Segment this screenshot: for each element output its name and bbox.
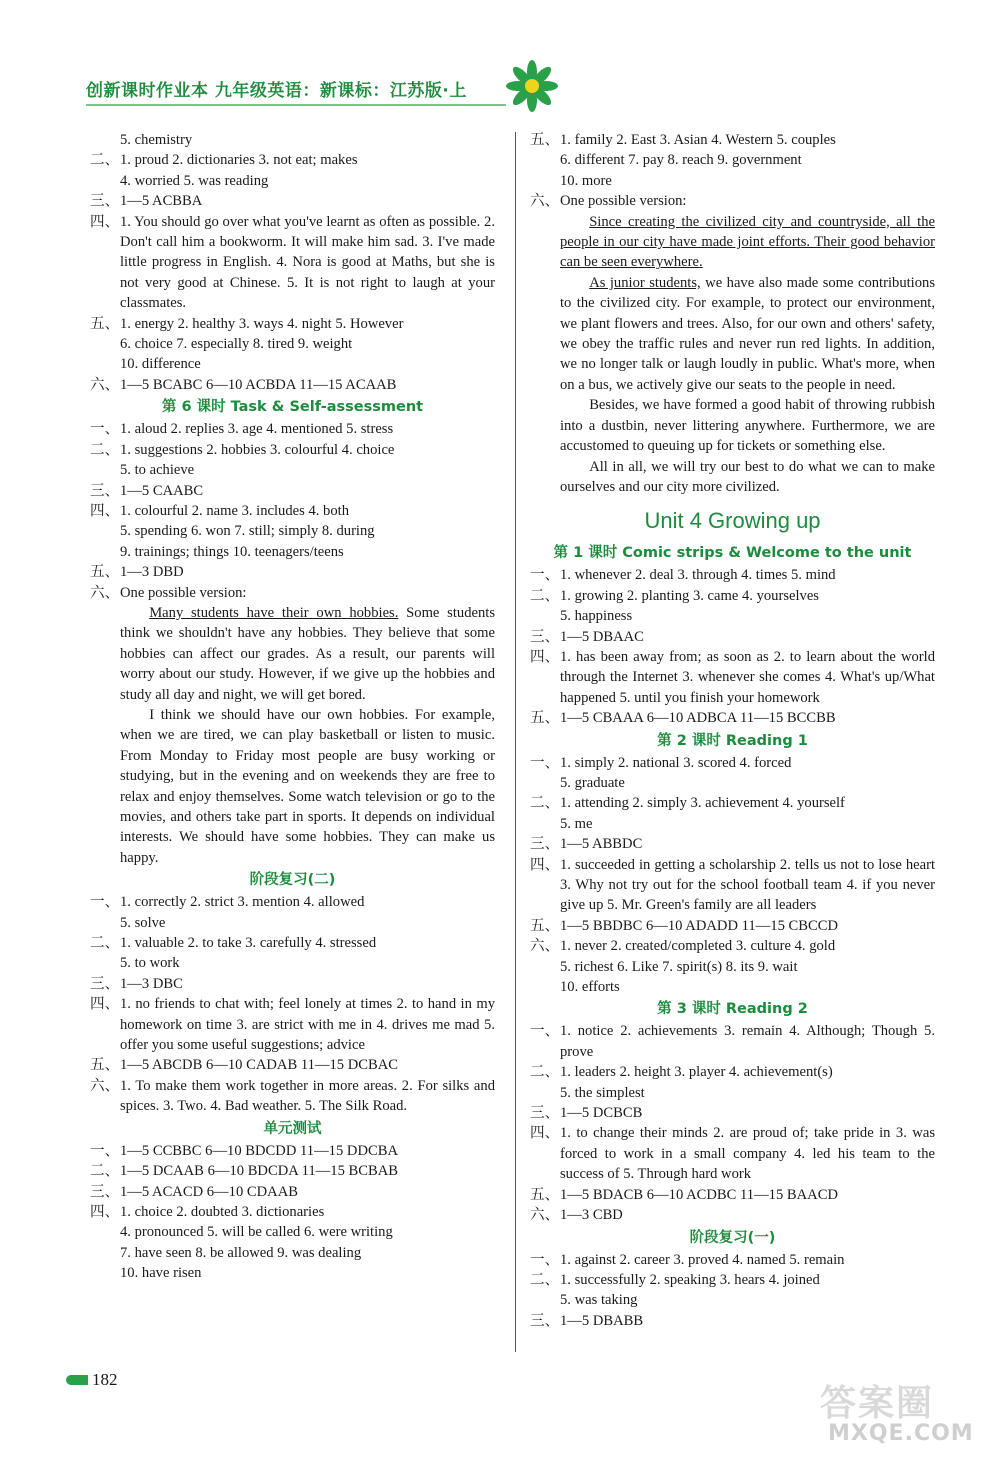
section-marker: 一、 — [90, 1142, 120, 1159]
answer-text: 7. have seen 8. be allowed 9. was dealing — [120, 1244, 362, 1261]
answer-text: 6. choice 7. especially 8. tired 9. weight — [120, 336, 353, 353]
answer-row — [530, 1062, 935, 1082]
answer-row — [530, 916, 935, 936]
answer-row — [90, 1055, 495, 1075]
answer-text: 1. simply 2. national 3. scored 4. forced — [560, 754, 792, 771]
answer-text: 1. choice 2. doubted 3. dictionaries — [120, 1203, 325, 1220]
page-number — [66, 1370, 118, 1390]
review1-title: 阶段复习(一) — [689, 1229, 776, 1246]
essay-paragraph: I think we should have our own hobbies. For example, when we are tired, we can play basketball or listen to music. From Monday to Friday most people are busy working or studying, but in the evening and on weekends they are free to relax and enjoy themselves. Some watch television or go to the movies, and others take part in sports. It depends on individual interests. We should have some hobbies. They can make us happy. — [120, 706, 495, 866]
section-marker: 一、 — [530, 1023, 560, 1040]
answer-row — [90, 1222, 495, 1242]
answer-row — [530, 834, 935, 854]
answer-text: One possible version: — [560, 193, 687, 210]
answer-text: 1—5 BBDBC 6—10 ADADD 11—15 CBCCD — [560, 917, 838, 934]
answer-text: 1—5 CAABC — [120, 482, 204, 499]
answer-text: 1—5 ACACD 6—10 CDAAB — [120, 1183, 298, 1200]
answer-text: 10. more — [560, 172, 612, 189]
answer-row — [530, 1205, 935, 1225]
answers-lesson1 — [530, 565, 935, 728]
answer-text: 5. to work — [120, 955, 180, 972]
answer-row — [530, 171, 935, 191]
answer-text: 1—3 DBC — [120, 975, 183, 992]
answer-row — [530, 606, 935, 626]
book-title: 创新课时作业本 九年级英语：新课标：江苏版·上 — [86, 81, 467, 101]
answer-text: 10. have risen — [120, 1265, 202, 1282]
section-marker: 二、 — [530, 587, 560, 604]
answers-review2 — [90, 892, 495, 1116]
answer-row — [530, 1185, 935, 1205]
answer-text: 4. pronounced 5. will be called 6. were writing — [120, 1224, 393, 1241]
lesson6-title: 第 6 课时 Task & Self-assessment — [161, 399, 424, 416]
answer-text: 1—3 CBD — [560, 1207, 623, 1224]
header-rule — [86, 104, 506, 106]
answer-text: 9. trainings; things 10. teenagers/teens — [120, 543, 344, 560]
answer-text: 5. richest 6. Like 7. spirit(s) 8. its 9. wait — [560, 958, 798, 975]
section-marker — [530, 957, 560, 977]
answer-row — [530, 855, 935, 916]
essay-civilized-city — [530, 212, 935, 498]
answer-row — [90, 562, 495, 582]
answer-row — [530, 565, 935, 585]
answer-row — [90, 354, 495, 374]
section-marker: 四、 — [530, 648, 560, 665]
answer-row — [530, 977, 935, 997]
section-marker: 二、 — [90, 935, 120, 952]
section-marker — [90, 1243, 120, 1263]
answer-row — [90, 933, 495, 953]
section-marker: 三、 — [530, 836, 560, 853]
answers-top-left — [90, 130, 495, 395]
section-marker: 六、 — [530, 1207, 560, 1224]
answer-row — [90, 130, 495, 150]
answer-text: 10. efforts — [560, 979, 620, 996]
answer-text: 5. was taking — [560, 1292, 638, 1309]
answers-lesson6 — [90, 419, 495, 603]
watermark-logo-text: 答案圈 — [820, 1383, 935, 1424]
essay-text: Some students think we shouldn't have any hobbies. They believe that some hobbies can affect our grades. As a result, our parents will worry about our study. However, if we give up the hobbies and study all day and night, we will get bored. — [120, 604, 496, 703]
section-marker — [90, 521, 120, 541]
answer-row — [90, 1182, 495, 1202]
section-marker — [90, 334, 120, 354]
section-marker: 六、 — [90, 376, 120, 393]
answer-row — [90, 334, 495, 354]
section-marker — [90, 354, 120, 374]
answers-top-right — [530, 130, 935, 212]
answer-row — [530, 627, 935, 647]
answer-text: 1. no friends to chat with; feel lonely at times 2. to hand in my homework on time 3. are strict with me in 4. drives me mad 5. offer you some useful suggestions; advice — [120, 996, 495, 1054]
answer-text: 1—5 DBAAC — [560, 628, 644, 645]
answer-text: 1. attending 2. simply 3. achievement 4. yourself — [560, 795, 845, 812]
answer-row — [530, 150, 935, 170]
answer-row — [90, 419, 495, 439]
answer-text: 1. aloud 2. replies 3. age 4. mentioned 5. stress — [120, 421, 394, 438]
answer-row — [90, 1076, 495, 1117]
answer-row — [530, 957, 935, 977]
section-marker — [530, 150, 560, 170]
section-marker — [90, 130, 120, 150]
flower-icon — [504, 58, 560, 114]
section-marker — [530, 1083, 560, 1103]
section-marker: 四、 — [90, 502, 120, 519]
essay-paragraph — [560, 212, 935, 273]
essay-paragraph: Besides, we have formed a good habit of throwing rubbish into a dustbin, never littering anywhere. Furthermore, we are accustomed to queuing up for tickets or something else. — [560, 397, 935, 455]
answer-row — [90, 542, 495, 562]
answer-text: 1—5 ACBBA — [120, 193, 203, 210]
lesson1-title: 第 1 课时 Comic strips & Welcome to the unit — [553, 545, 912, 562]
section-marker: 二、 — [530, 795, 560, 812]
answer-row — [530, 130, 935, 150]
essay-topic-sentence: Since creating the civilized city and countryside, all the people in our city have made joint efforts. Their good behavior can be seen everywhere. — [560, 213, 935, 271]
answer-row — [530, 814, 935, 834]
section-marker — [90, 542, 120, 562]
section-marker: 三、 — [530, 628, 560, 645]
section-marker: 二、 — [90, 152, 120, 169]
answers-unit-test — [90, 1141, 495, 1284]
answer-row — [530, 586, 935, 606]
section-marker: 三、 — [90, 482, 120, 499]
section-marker: 二、 — [90, 1163, 120, 1180]
section-marker: 六、 — [90, 1077, 120, 1094]
section-marker: 一、 — [530, 754, 560, 771]
essay-underlined-phrase: As junior students, — [589, 274, 701, 291]
answer-text: 1—5 CBAAA 6—10 ADBCA 11—15 BCCBB — [560, 710, 836, 727]
essay-paragraph: All in all, we will try our best to do what we can to make ourselves and our city more civilized. — [560, 458, 935, 495]
answer-text: 1. leaders 2. height 3. player 4. achievement(s) — [560, 1064, 833, 1081]
answer-text: 1. notice 2. achievements 3. remain 4. Although; Though 5. prove — [560, 1023, 935, 1060]
answer-row — [90, 1263, 495, 1283]
answer-row — [90, 481, 495, 501]
answer-text: 1. to change their minds 2. are proud of; take pride in 3. was forced to work in a small company 4. led his team to the success of 5. Through hard work — [560, 1125, 935, 1183]
answer-text: 1—5 DBABB — [560, 1312, 644, 1329]
left-column — [90, 130, 495, 1284]
answer-text: 1—5 ABBDC — [560, 836, 643, 853]
answer-row — [90, 521, 495, 541]
lesson3-title: 第 3 课时 Reading 2 — [657, 1001, 808, 1018]
section-marker — [530, 814, 560, 834]
answer-text: One possible version: — [120, 584, 247, 601]
answer-text: 1—3 DBD — [120, 564, 184, 581]
answer-row — [530, 1270, 935, 1290]
answer-row — [530, 1123, 935, 1184]
section-marker — [90, 171, 120, 191]
answer-row — [530, 773, 935, 793]
section-marker — [90, 1222, 120, 1242]
unit4-title: Unit 4 Growing up — [644, 508, 821, 534]
answer-row — [90, 953, 495, 973]
section-marker: 四、 — [90, 213, 120, 230]
column-divider — [515, 132, 516, 1352]
answer-row — [530, 647, 935, 708]
answer-text: 5. happiness — [560, 608, 633, 625]
answer-row — [90, 501, 495, 521]
answer-text: 5. the simplest — [560, 1084, 645, 1101]
lesson2-title: 第 2 课时 Reading 1 — [657, 732, 808, 749]
answer-row — [90, 1161, 495, 1181]
section-marker: 三、 — [530, 1105, 560, 1122]
answer-row — [90, 150, 495, 170]
answers-review1 — [530, 1250, 935, 1332]
answer-text: 5. chemistry — [120, 132, 193, 148]
section-marker: 一、 — [530, 567, 560, 584]
answer-row — [90, 191, 495, 211]
answer-row — [90, 440, 495, 460]
answer-row — [90, 583, 495, 603]
section-marker — [90, 913, 120, 933]
answer-row — [90, 1202, 495, 1222]
section-marker: 二、 — [530, 1064, 560, 1081]
answer-row — [530, 793, 935, 813]
essay-paragraph — [560, 273, 935, 395]
answer-row — [530, 1021, 935, 1062]
answer-text: 1—5 DCBCB — [560, 1105, 643, 1122]
section-marker: 五、 — [90, 1057, 120, 1074]
answer-text: 1. valuable 2. to take 3. carefully 4. stressed — [120, 935, 377, 952]
section-marker: 四、 — [90, 1203, 120, 1220]
answer-text: 5. solve — [120, 914, 166, 931]
answer-text: 1. energy 2. healthy 3. ways 4. night 5. However — [120, 315, 404, 332]
answer-text: 5. to achieve — [120, 462, 195, 479]
section-marker: 三、 — [530, 1312, 560, 1329]
answer-text: 1. successfully 2. speaking 3. hears 4. joined — [560, 1271, 820, 1288]
answer-row — [90, 375, 495, 395]
right-column — [530, 130, 935, 1331]
section-marker — [530, 606, 560, 626]
review2-title: 阶段复习(二) — [249, 872, 336, 889]
answer-row — [530, 1290, 935, 1310]
section-marker: 五、 — [530, 132, 560, 148]
answer-text: 10. difference — [120, 356, 201, 373]
section-marker — [90, 953, 120, 973]
answer-row — [530, 1083, 935, 1103]
answer-row — [530, 936, 935, 956]
answer-text: 1—5 CCBBC 6—10 BDCDD 11—15 DDCBA — [120, 1142, 398, 1159]
answer-row — [90, 913, 495, 933]
answer-text: 1. colourful 2. name 3. includes 4. both — [120, 502, 349, 519]
section-marker — [530, 977, 560, 997]
section-marker: 三、 — [90, 975, 120, 992]
answer-text: 1. family 2. East 3. Asian 4. Western 5. couples — [560, 132, 836, 148]
essay-text: we have also made some contributions to the civilized city. For example, to protect our environment, we plant flowers and trees. Also, for our own and others' safety, we obey the traffic rules and never run red lights. In addition, we no longer talk or laugh loudly in public. What's more, when on a bus, we actively give our seats to the people in need. — [560, 274, 935, 393]
answer-row — [530, 1250, 935, 1270]
answer-text: 1. You should go over what you've learnt as often as possible. 2. Don't call him a bookworm. It will make him sad. 3. I've made little progress in English. 4. Nora is good at Maths, but she is not very good at Chinese. 5. It is not right to laugh at your classmates. — [120, 213, 495, 312]
section-marker: 四、 — [530, 856, 560, 873]
section-marker — [530, 773, 560, 793]
section-marker: 一、 — [90, 421, 120, 438]
section-marker: 四、 — [530, 1125, 560, 1142]
answer-row — [90, 1243, 495, 1263]
answer-text: 1—5 BCABC 6—10 ACBDA 11—15 ACAAB — [120, 376, 397, 393]
answer-text: 1—5 DCAAB 6—10 BDCDA 11—15 BCBAB — [120, 1163, 398, 1180]
section-marker — [90, 1263, 120, 1283]
section-marker: 四、 — [90, 996, 120, 1013]
answer-row — [90, 314, 495, 334]
section-marker: 二、 — [530, 1271, 560, 1288]
answer-row — [530, 708, 935, 728]
section-marker: 五、 — [530, 710, 560, 727]
section-marker: 五、 — [90, 564, 120, 581]
section-marker: 一、 — [90, 894, 120, 911]
answer-row — [90, 212, 495, 314]
answer-text: 1. succeeded in getting a scholarship 2. tells us not to lose heart 3. Why not try out for the school football team 4. if you never give up 5. Mr. Green's family are all leaders — [560, 856, 935, 914]
answer-row — [530, 191, 935, 211]
section-marker — [90, 460, 120, 480]
section-marker: 六、 — [90, 584, 120, 601]
section-marker: 六、 — [530, 193, 560, 210]
answer-text: 1. To make them work together in more areas. 2. For silks and spices. 3. Two. 4. Bad weather. 5. The Silk Road. — [120, 1077, 495, 1115]
answer-row — [90, 171, 495, 191]
section-marker: 二、 — [90, 441, 120, 458]
answer-text: 1. growing 2. planting 3. came 4. yourselves — [560, 587, 819, 604]
answer-text: 1. against 2. career 3. proved 4. named 5. remain — [560, 1251, 845, 1268]
page-header — [86, 70, 556, 120]
section-marker: 三、 — [90, 193, 120, 210]
section-marker: 五、 — [530, 917, 560, 934]
answer-row — [90, 1141, 495, 1161]
page-tab-icon — [66, 1375, 88, 1385]
section-marker — [530, 171, 560, 191]
answer-text: 6. different 7. pay 8. reach 9. government — [560, 152, 802, 169]
section-marker: 五、 — [90, 315, 120, 332]
answer-text: 1—5 ABCDB 6—10 CADAB 11—15 DCBAC — [120, 1057, 398, 1074]
answer-text: 5. spending 6. won 7. still; simply 8. during — [120, 523, 375, 540]
answer-row — [530, 753, 935, 773]
section-marker — [530, 1290, 560, 1310]
unit-test-title: 单元测试 — [263, 1120, 322, 1137]
watermark — [820, 1375, 990, 1455]
section-marker: 一、 — [530, 1251, 560, 1268]
answer-row — [90, 460, 495, 480]
answer-text: 4. worried 5. was reading — [120, 172, 269, 189]
answer-text: 1. proud 2. dictionaries 3. not eat; makes — [120, 152, 358, 169]
section-marker: 五、 — [530, 1186, 560, 1203]
answer-text: 1. suggestions 2. hobbies 3. colourful 4. choice — [120, 441, 395, 458]
answers-lesson3 — [530, 1021, 935, 1225]
answer-row — [530, 1103, 935, 1123]
answer-row — [530, 1311, 935, 1331]
page-number-text: 182 — [92, 1370, 118, 1389]
answer-text: 1. never 2. created/completed 3. culture 4. gold — [560, 938, 836, 955]
answer-row — [90, 994, 495, 1055]
answer-text: 1. whenever 2. deal 3. through 4. times 5. mind — [560, 567, 836, 584]
answer-row — [90, 892, 495, 912]
answer-text: 1—5 BDACB 6—10 ACDBC 11—15 BAACD — [560, 1186, 838, 1203]
answer-text: 5. graduate — [560, 774, 625, 791]
answer-text: 5. me — [560, 815, 593, 832]
essay-paragraph — [120, 603, 495, 705]
watermark-url: MXQE.COM — [828, 1421, 974, 1446]
answers-lesson2 — [530, 753, 935, 998]
section-marker: 三、 — [90, 1183, 120, 1200]
section-marker: 六、 — [530, 938, 560, 955]
essay-topic-sentence: Many students have their own hobbies. — [149, 604, 399, 621]
answer-text: 1. has been away from; as soon as 2. to learn about the world through the Internet 3. whenever she comes 4. What's up/What happened 5. until you finish your homework — [560, 648, 935, 706]
answer-text: 1. correctly 2. strict 3. mention 4. allowed — [120, 894, 365, 911]
answer-row — [90, 974, 495, 994]
essay-hobbies — [90, 603, 495, 868]
